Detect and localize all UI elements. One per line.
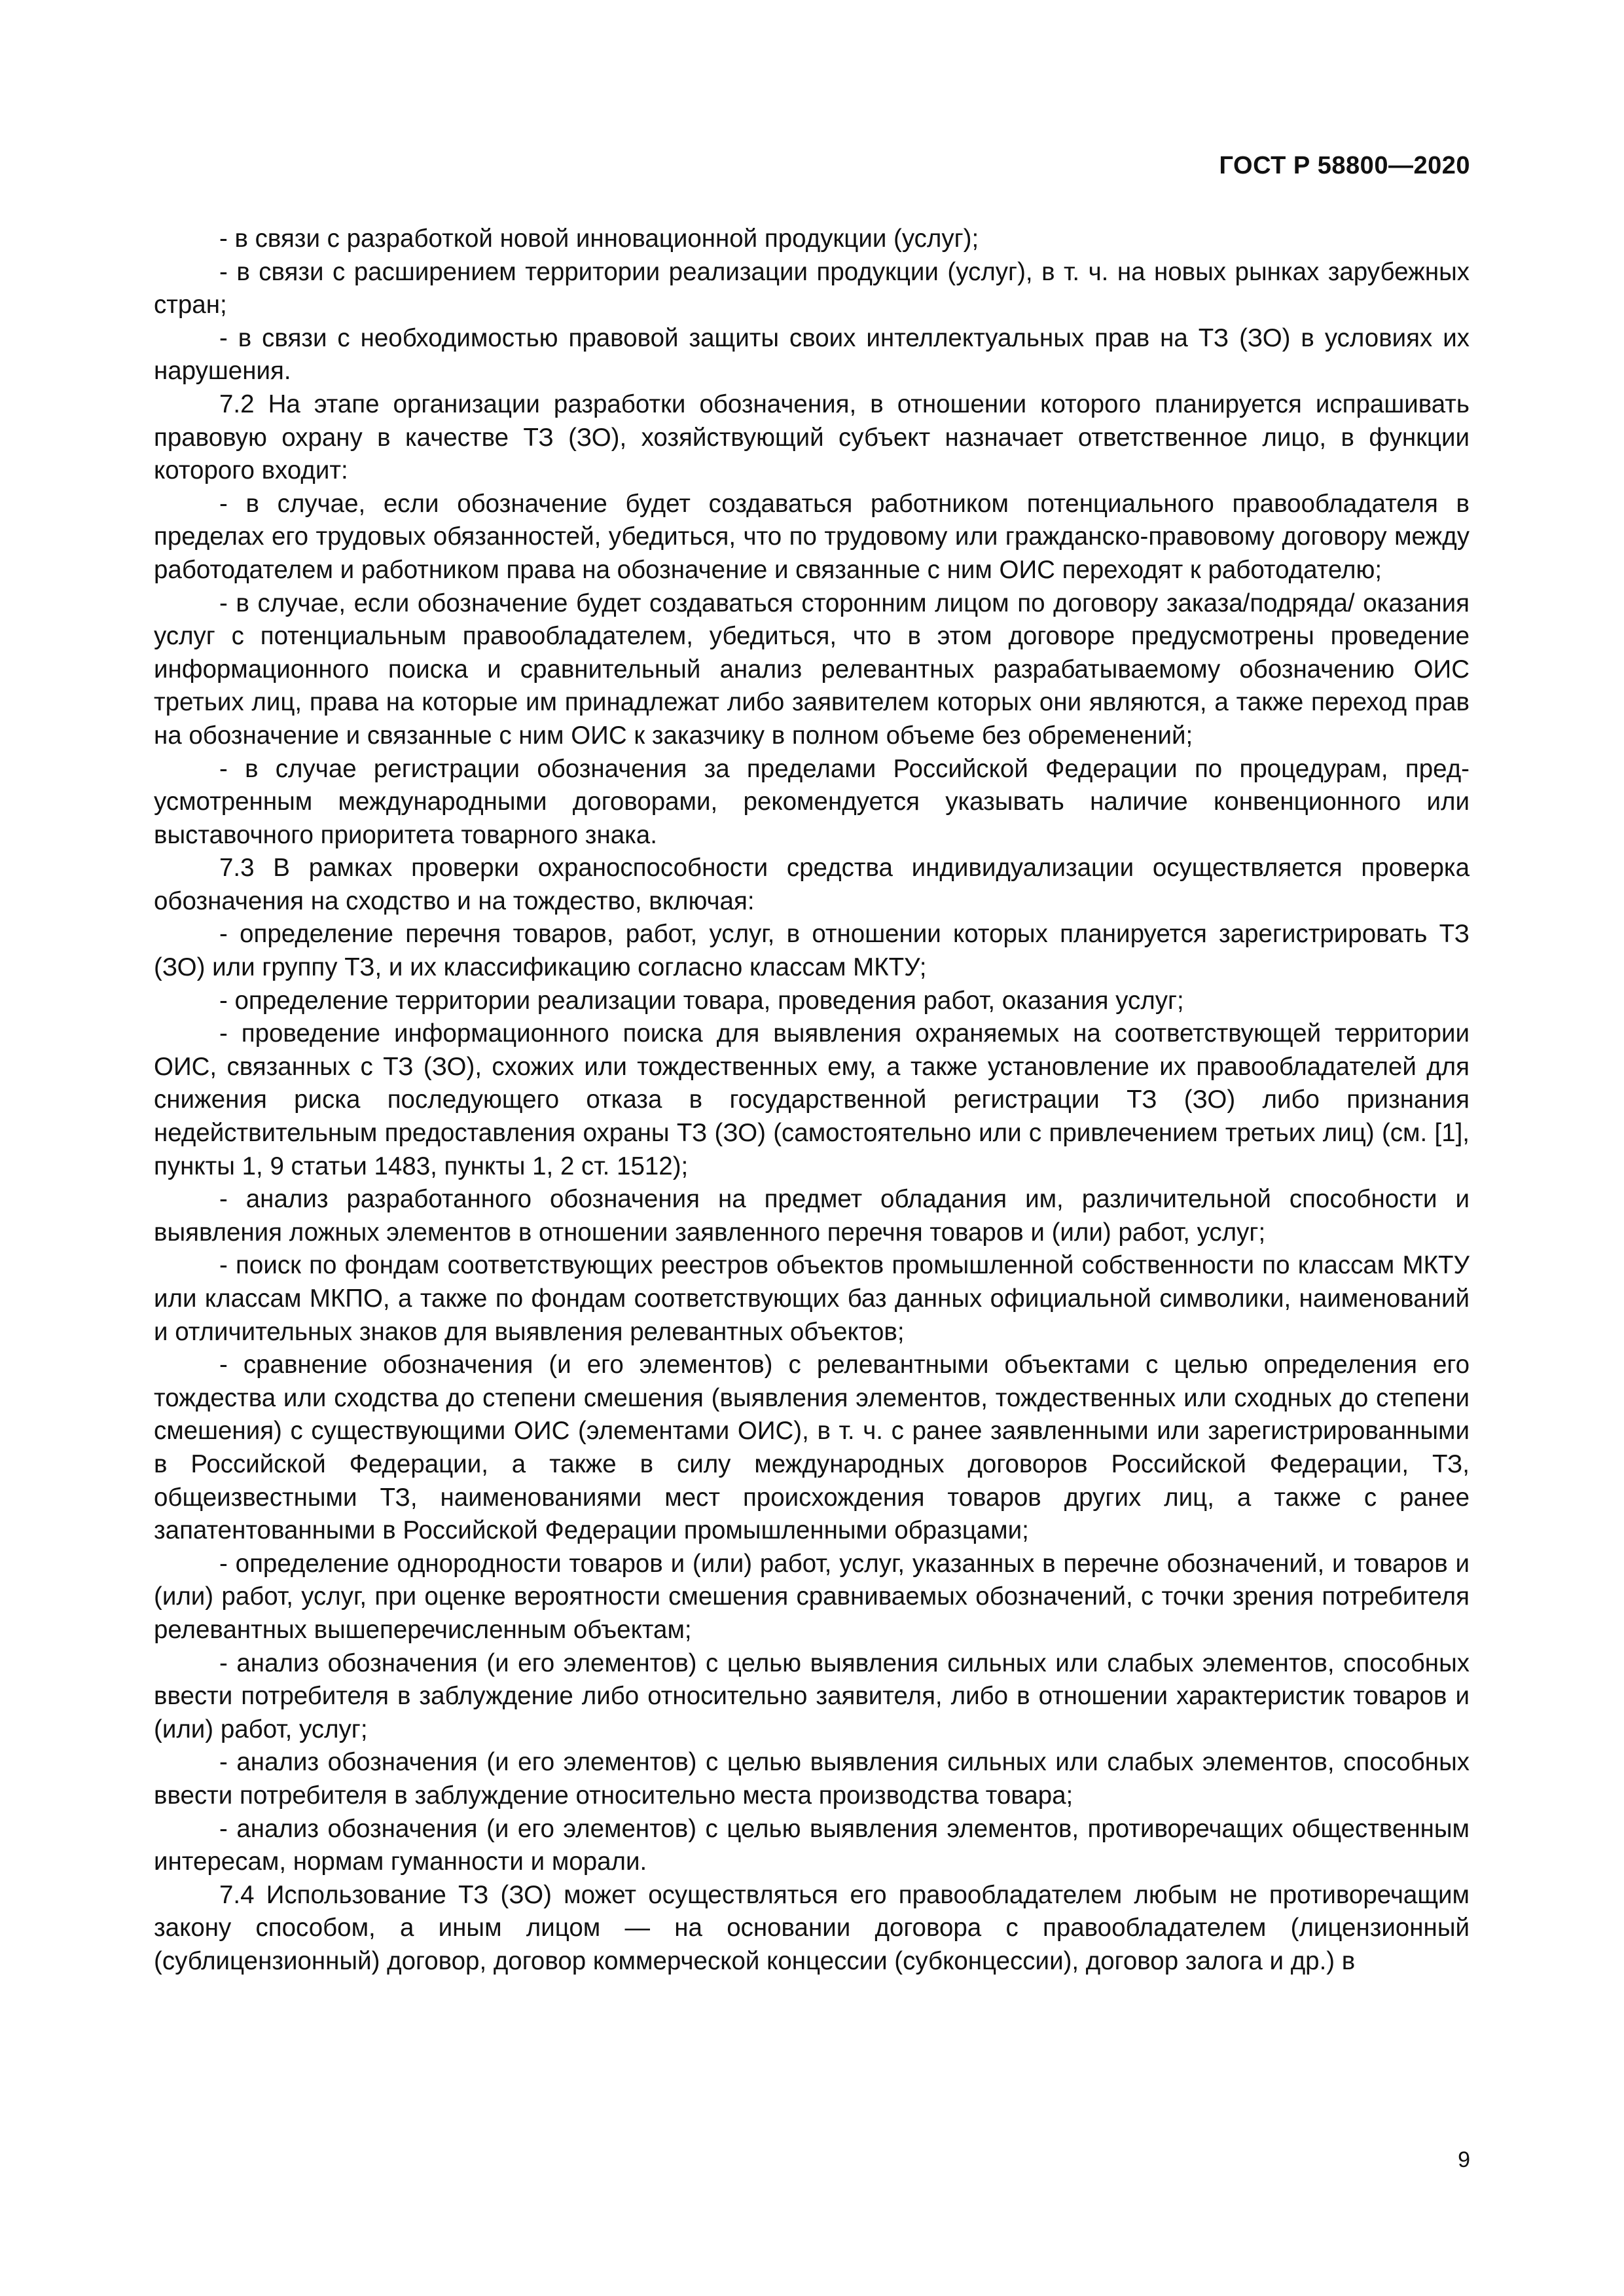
paragraph: - анализ обозначения (и его элементов) с целью выявления элементов, противоречащих общественным интересам, нормам гуманности и морали. [154,1814,1470,1876]
paragraph: - проведение информационного поиска для выявления охраняемых на соответствующей территории ОИС, связанных с ТЗ (ЗО), схожих или тождественных ему, а также установление их правообладателей для снижения риска последующего отказа в государственной регистрации ТЗ (ЗО) либо признания недействительным предоставления охраны ТЗ (ЗО) (самостоятельно или с привлечением третьих лиц) (см. [1], пункты 1, 9 статьи 1483, пункты 1, 2 ст. 1512); [154,1019,1470,1180]
page-number: 9 [1458,2147,1470,2172]
paragraph: - определение перечня товаров, работ, услуг, в отношении которых планируется зарегистрировать ТЗ (ЗО) или группу ТЗ, и их классификацию согласно классам МКТУ; [154,920,1470,982]
paragraph: - анализ обозначения (и его элементов) с целью выявления сильных или слабых элементов, способных ввести потребителя в заблуждение относительно места производства товара; [154,1748,1470,1810]
paragraph: - в случае регистрации обозначения за пределами Российской Федерации по процедурам, предусмотренным международными договорами, рекомендуется указывать наличие конвенционного или выставочного приоритета товарного знака. [154,754,1470,849]
paragraph: - сравнение обозначения (и его элементов) с релевантными объектами с целью определения его тождества или сходства до степени смешения (выявления элементов, тождественных или сходных до степени смешения) с существующими ОИС (элементами ОИС), в т. ч. с ранее заявленными или зарегистрированными в Российской Федерации, а также в силу международных договоров Российской Федерации, ТЗ, общеизвестными ТЗ, наименованиями мест происхождения товаров других лиц, а также с ранее запатентованными в Российской Федерации промышленными образцами; [154,1351,1470,1545]
paragraph: 7.2 На этапе организации разработки обозначения, в отношении которого планируется испрашивать правовую охрану в качестве ТЗ (ЗО), хозяйствующий субъект назначает ответственное лицо, в функции которого входит: [154,390,1470,485]
paragraph: - в связи с разработкой новой инновационной продукции (услуг); [219,225,979,253]
document-header: ГОСТ Р 58800—2020 [1219,152,1470,179]
paragraph: - в связи с необходимостью правовой защиты своих интеллектуальных прав на ТЗ (ЗО) в условиях их нарушения. [154,323,1470,386]
paragraph: - определение территории реализации товара, проведения работ, оказания услуг; [219,986,1184,1015]
paragraph: - анализ обозначения (и его элементов) с целью выявления сильных или слабых элементов, способных ввести потребителя в заблуждение либо относительно заявителя, либо в отношении характеристик товаров и (или) работ, услуг; [154,1649,1470,1743]
paragraph: - в случае, если обозначение будет создаваться работником потенциального правообладателя в пределах его трудовых обязанностей, убедиться, что по трудовому или гражданско-правовому договору между работодателем и работником права на обозначение и связанные с ним ОИС переходят к работодателю; [154,489,1470,584]
paragraph: 7.4 Использование ТЗ (ЗО) может осуществляться его правообладателем любым не противоречащим закону способом, а иным лицом — на основании договора с правообладателем (лицензионный (сублицензионный) договор, договор коммерческой концессии (субконцессии), договор залога и др.) в [154,1880,1470,1975]
paragraph: 7.3 В рамках проверки охраноспособности средства индивидуализации осуществляется проверка обозначения на сходство и на тождество, включая: [154,854,1470,915]
paragraph: - определение однородности товаров и (или) работ, услуг, указанных в перечне обозначений, и товаров и (или) работ, услуг, при оценке вероятности смешения сравниваемых обозначений, с точки зрения потребителя релевантных вышеперечисленным объектам; [154,1549,1470,1644]
paragraph: - в случае, если обозначение будет создаваться сторонним лицом по договору заказа/подряда/ оказания услуг с потенциальным правообладателем, убедиться, что в этом договоре предусмотрены проведение информационного поиска и сравнительный анализ релевантных разрабатываемому обозначению ОИС третьих лиц, права на которые им принадлежат либо заявителем которых они являются, а также переход прав на обозначение и связанные с ним ОИС к заказчику в полном объеме без обременений; [154,589,1470,750]
paragraph: - анализ разработанного обозначения на предмет обладания им, различительной способности и выявления ложных элементов в отношении заявленного перечня товаров и (или) работ, услуг; [154,1185,1470,1247]
document-body [154,223,1470,1978]
paragraph: - в связи с расширением территории реализации продукции (услуг), в т. ч. на новых рынках зарубежных стран; [154,257,1470,319]
paragraph: - поиск по фондам соответствующих реестров объектов промышленной собственности по классам МКТУ или классам МКПО, а также по фондам соответствующих баз данных официальной символики, наименований и отличительных знаков для выявления релевантных объектов; [154,1251,1470,1346]
